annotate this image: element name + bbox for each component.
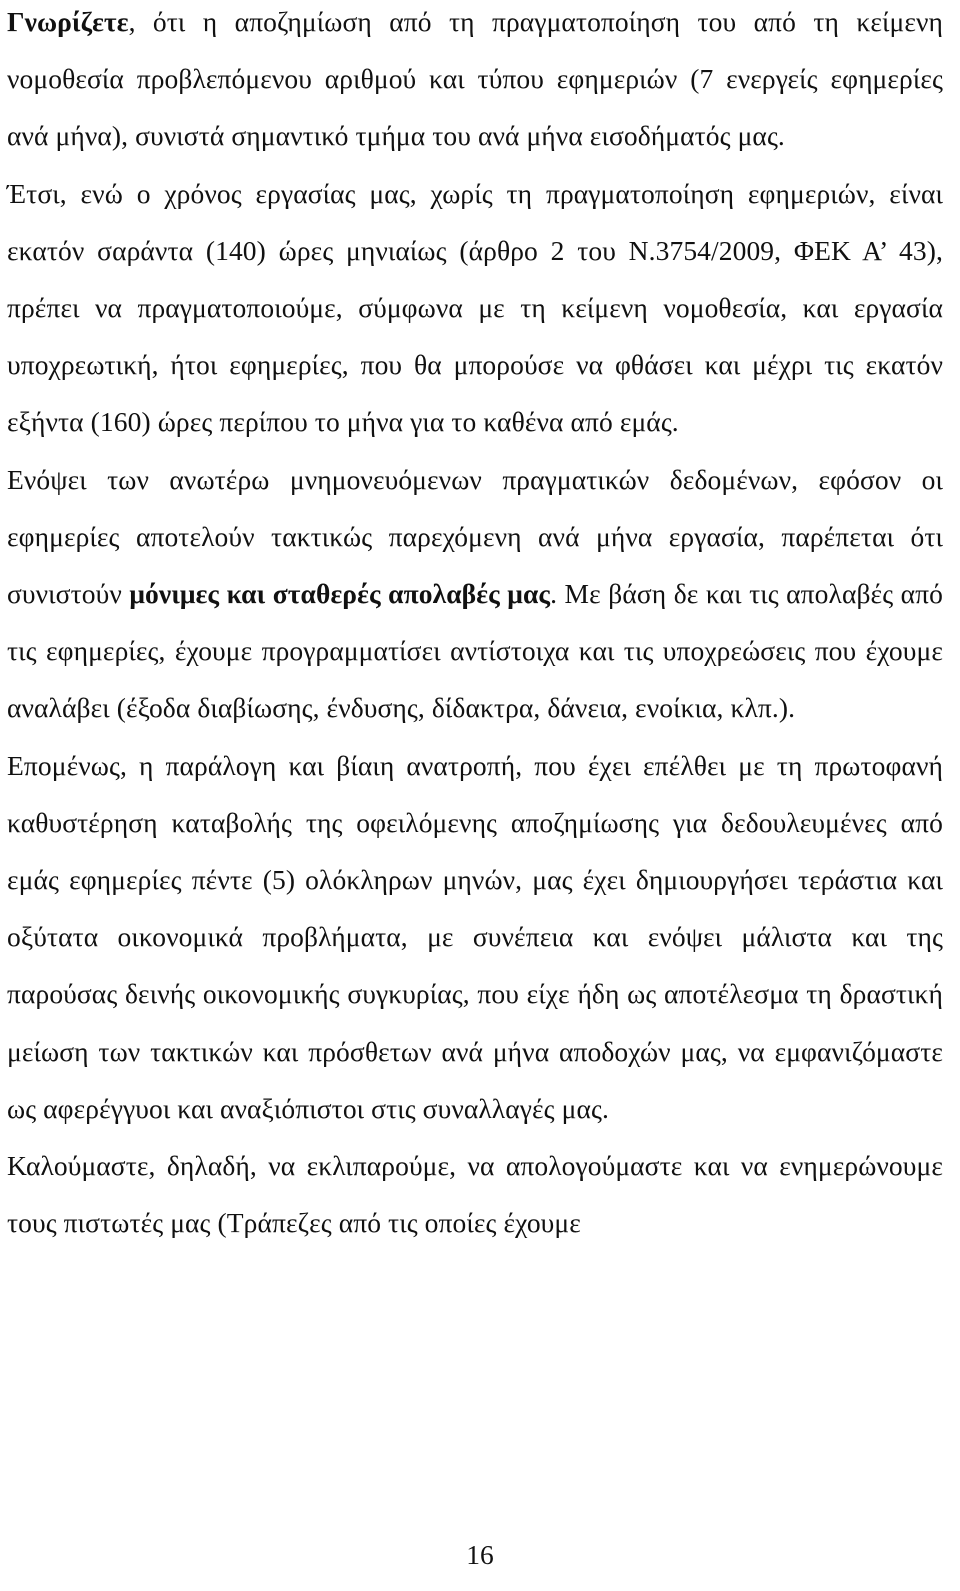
paragraph-4: [7, 737, 943, 1137]
paragraph-1: [7, 0, 943, 165]
paragraph-5: [7, 1137, 943, 1251]
paragraph-1-text: , ότι η αποζημίωση από τη πραγματοποίηση του από τη κείμενη νομοθεσία προβλεπόμενου αριθμού και τύπου εφημεριών (7 ενεργείς εφημερίες ανά μήνα), συνιστά σημαντικό τμήμα του ανά μήνα εισοδήματός μας.: [7, 6, 943, 152]
paragraph-2: [7, 165, 943, 451]
document-page: [7, 0, 943, 1251]
paragraph-2-text: Έτσι, ενώ ο χρόνος εργασίας μας, χωρίς τη πραγματοποίηση εφημεριών, είναι εκατόν σαράντα (140) ώρες μηνιαίως (άρθρο 2 του Ν.3754/2009, ΦΕΚ Α’ 43), πρέπει να πραγματοποιούμε, σύμφωνα με τη κείμενη νομοθεσία, και εργασία υποχρεωτική, ήτοι εφημερίες, που θα μπορούσε να φθάσει και μέχρι τις εκατόν εξήντα (160) ώρες περίπου το μήνα για το καθένα από εμάς.: [7, 177, 943, 438]
paragraph-1-lead-bold: Γνωρίζετε: [7, 6, 129, 37]
paragraph-4-text: Επομένως, η παράλογη και βίαιη ανατροπή, που έχει επέλθει με τη πρωτοφανή καθυστέρηση καταβολής της οφειλόμενης αποζημίωσης για δεδουλευμένες από εμάς εφημερίες πέντε (5) ολόκληρων μηνών, μας έχει δημιουργήσει τεράστια και οξύτατα οικονομικά προβλήματα, με συνέπεια και ενόψει μάλιστα και της παρούσας δεινής οικονομικής συγκυρίας, που είχε ήδη ως αποτέλεσμα τη δραστική μείωση των τακτικών και πρόσθετων ανά μήνα αποδοχών μας, να εμφανιζόμαστε ως αφερέγγυοι και αναξιόπιστοι στις συναλλαγές μας.: [7, 749, 943, 1124]
paragraph-5-text: Καλούμαστε, δηλαδή, να εκλιπαρούμε, να απολογούμαστε και να ενημερώνουμε τους πιστωτές μας (Τράπεζες από τις οποίες έχουμε: [7, 1150, 943, 1239]
paragraph-3-text-after: . Με βάση δε και τις απολαβές από τις εφημερίες, έχουμε προγραμματίσει αντίστοιχα και τις υποχρεώσεις που έχουμε αναλάβει (έξοδα διαβίωσης, ένδυσης, δίδακτρα, δάνεια, ενοίκια, κλπ.).: [7, 578, 944, 724]
page-number: 16: [466, 1539, 494, 1570]
paragraph-3: [7, 451, 943, 737]
paragraph-3-bold: μόνιμες και σταθερές απολαβές μας: [129, 578, 551, 610]
paragraph-3-text-before: Ενόψει των ανωτέρω μνημονευόμενων πραγματικών δεδομένων, εφόσον οι εφημερίες αποτελούν τακτικώς παρεχόμενη ανά μήνα εργασία, παρέπεται ότι συνιστούν: [7, 463, 943, 610]
